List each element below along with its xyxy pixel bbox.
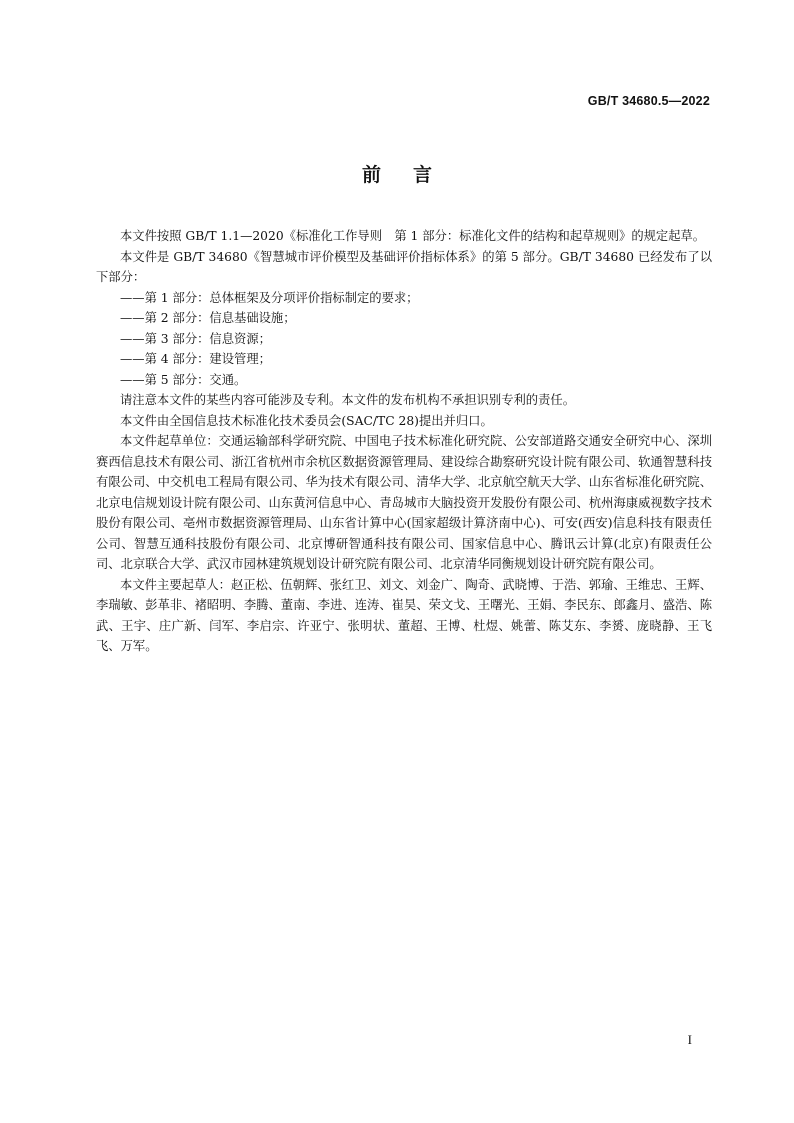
list-item-part-1: ——第 1 部分：总体框架及分项评价指标制定的要求； bbox=[120, 290, 419, 305]
document-code: GB/T 34680.5—2022 bbox=[587, 94, 710, 108]
paragraph-series-intro: 本文件是 GB/T 34680《智慧城市评价模型及基础评价指标体系》的第 5 部分。GB/T 34680 已经发布了以下部分： bbox=[96, 249, 712, 284]
list-item-part-3: ——第 3 部分：信息资源； bbox=[120, 331, 271, 346]
list-item-part-5: ——第 5 部分：交通。 bbox=[120, 372, 247, 387]
page-number: I bbox=[687, 1032, 692, 1047]
page-title: 前言 bbox=[361, 164, 464, 186]
foreword-body bbox=[96, 226, 712, 657]
list-item-part-4: ——第 4 部分：建设管理； bbox=[120, 352, 271, 366]
paragraph-drafting-rules: 本文件按照 GB/T 1.1—2020《标准化工作导则 第 1 部分：标准化文件的结构和起草规则》的规定起草。 bbox=[120, 229, 706, 243]
list-item-part-2: ——第 2 部分：信息基础设施； bbox=[120, 311, 296, 325]
paragraph-patent-notice: 请注意本文件的某些内容可能涉及专利。本文件的发布机构不承担识别专利的责任。 bbox=[120, 393, 575, 407]
paragraph-drafters: 本文件主要起草人：赵正松、伍朝辉、张红卫、刘文、刘金广、陶奇、武晓博、于浩、郭瑜、王维忠、王辉、李瑞敏、彭革非、褚昭明、李腾、董南、李进、连涛、崔昊、荣文戈、王曙光、王娟、李民东、郎鑫月、盛浩、陈武、王宇、庄广新、闫军、李启宗、许亚宁、张明状、董超、王博、杜煜、姚蕾、陈艾东、李赟、庞晓静、王飞飞、万军。 bbox=[96, 577, 712, 653]
paragraph-proposer: 本文件由全国信息技术标准化技术委员会(SAC/TC 28)提出并归口。 bbox=[120, 413, 493, 428]
paragraph-drafting-organizations: 本文件起草单位：交通运输部科学研究院、中国电子技术标准化研究院、公安部道路交通安全研究中心、深圳赛西信息技术有限公司、浙江省杭州市余杭区数据资源管理局、建设综合勘察研究设计院有限公司、软通智慧科技有限公司、中交机电工程局有限公司、华为技术有限公司、清华大学、北京航空航天大学、山东省标准化研究院、北京电信规划设计院有限公司、山东黄河信息中心、青岛城市大脑投资开发股份有限公司、杭州海康威视数字技术股份有限公司、亳州市数据资源管理局、山东省计算中心(国家超级计算济南中心)、可安(西安)信息科技有限责任公司、智慧互通科技股份有限公司、北京博研智通科技有限公司、国家信息中心、腾讯云计算(北京)有限责任公司、北京联合大学、武汉市园林建筑规划设计研究院有限公司、北京清华同衡规划设计研究院有限公司。 bbox=[96, 434, 712, 571]
